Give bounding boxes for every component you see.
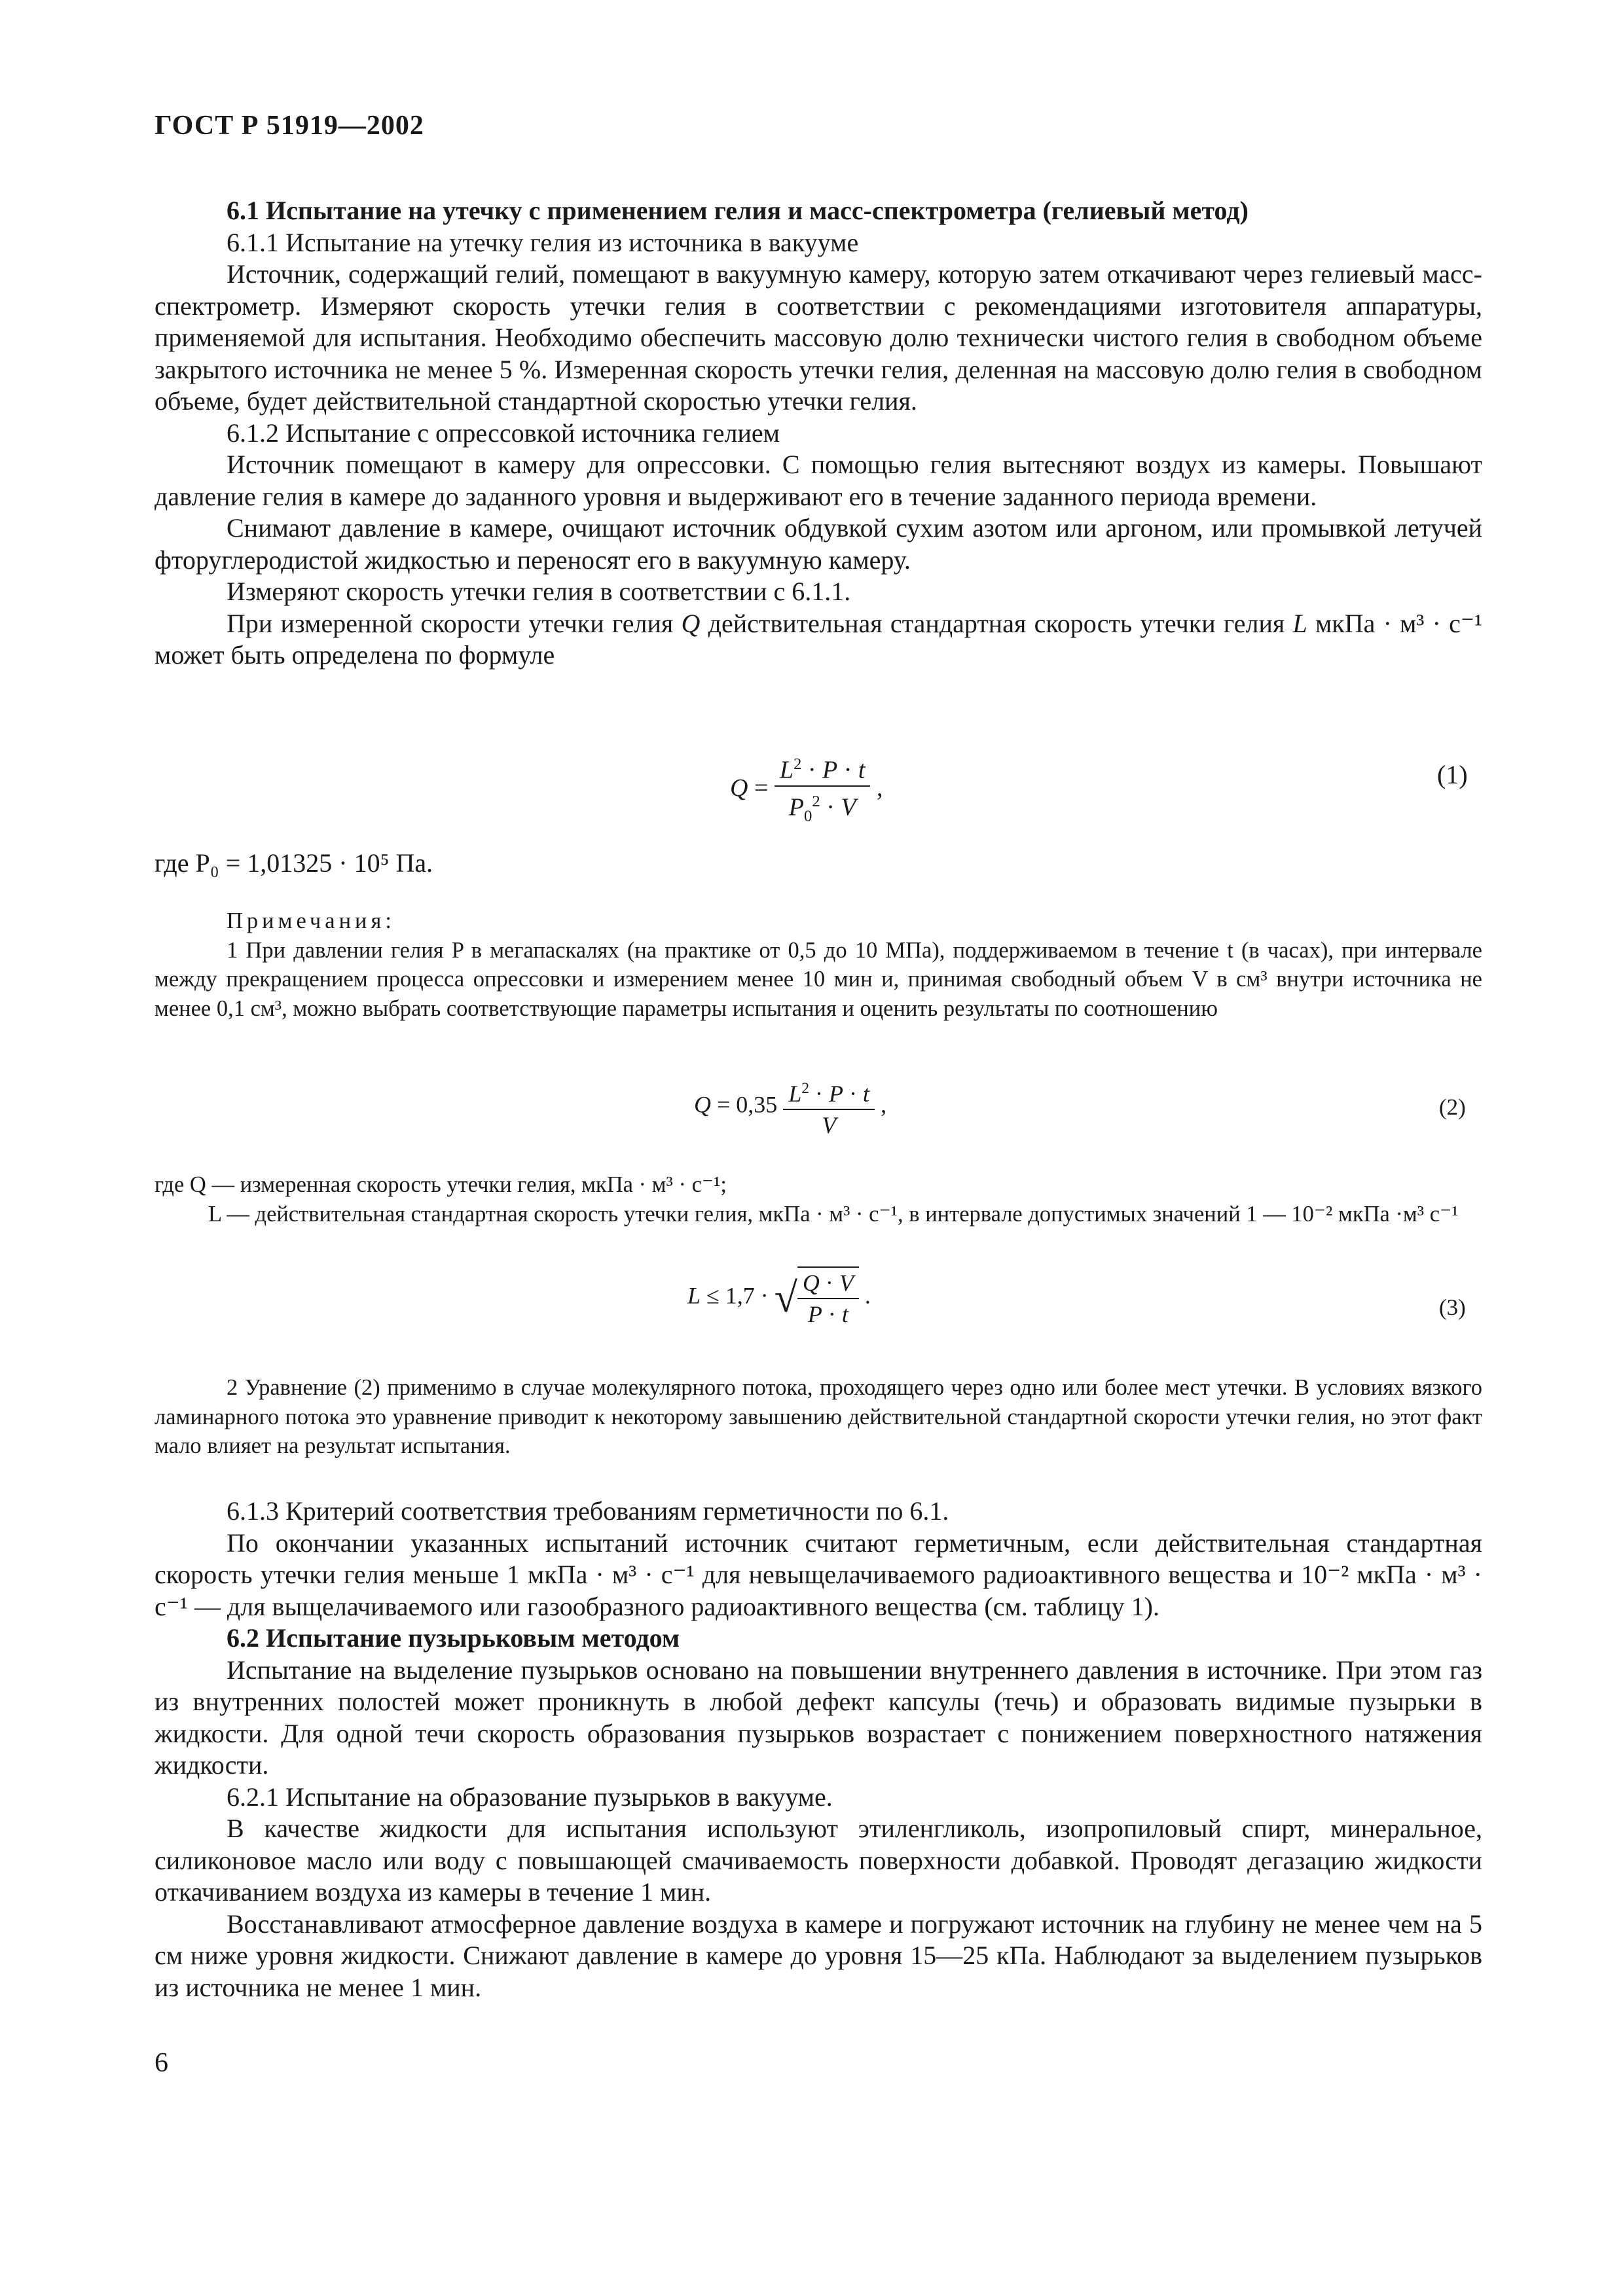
p4-part-a: При измеренной скорости утечки гелия (227, 608, 674, 638)
note-2: 2 Уравнение (2) применимо в случае молекулярного потока, проходящего через одно или более мест утечки. В условиях вязкого ламинарного потока это уравнение приводит к некоторому завышению действительной стандартной скорости утечки гелия, но этот факт мало влияет на результат испытания. (155, 1375, 1482, 1458)
section-6-1 (155, 195, 1482, 672)
equation-1-number: (1) (1437, 760, 1468, 789)
notes-block (155, 906, 1482, 1023)
where-block (155, 1170, 1482, 1229)
equation-3: L ≤ 1,7 · √ $\frac{Q \cdot V}{P \cdot t}$ . (687, 1266, 871, 1329)
section-6-1-2-p4: При измеренной скорости утечки гелия Q действительная стандартная скорость утечки гелия L мкПа · м³ · с⁻¹ может быть определена по формуле (155, 608, 1483, 670)
section-6-1-2-p2: Снимают давление в камере, очищают источник обдувкой сухим азотом или аргоном, или промывкой летучей фторуглеродистой жидкостью и переносят его в вакуумную камеру. (155, 513, 1482, 575)
section-6-2-1-title: 6.2.1 Испытание на образование пузырьков в вакууме. (227, 1782, 833, 1812)
where-l: L — действительная стандартная скорость утечки гелия, мкПа · м³ · с⁻¹, в интервале допустимых значений 1 — 10⁻² мкПа ·м³ с⁻¹ (208, 1201, 1459, 1227)
where-p0: где P₀ = 1,01325 · 10⁵ Па. (155, 848, 433, 878)
section-6-1-2-p1: Источник помещают в камеру для опрессовки. С помощью гелия вытесняют воздух из камеры. Повышают давление гелия в камере до заданного уровня и выдерживают его в течение заданного периода времени. (155, 450, 1482, 511)
equation-2-number: (2) (1439, 1094, 1466, 1120)
document-header: ГОСТ Р 51919—2002 (155, 111, 424, 141)
p4-part-b: действительная стандартная скорость утечки гелия (708, 608, 1285, 638)
p4-part-c: мкПа · м³ · с⁻¹ может быть определена по формуле (155, 608, 1483, 670)
notes-heading: Примечания: (227, 908, 395, 933)
where-q: где Q — измеренная скорость утечки гелия, мкПа · м³ · с⁻¹; (155, 1172, 727, 1197)
section-6-1-1-title: 6.1.1 Испытание на утечку гелия из источника в вакууме (227, 227, 859, 257)
section-6-1-1-text: Источник, содержащий гелий, помещают в вакуумную камеру, которую затем откачивают через гелиевый масс-спектрометр. Измеряют скорость утечки гелия в соответствии с рекомендациями изготовителя аппаратуры, применяемой для испытания. Необходимо обеспечить массовую долю технически чистого гелия в свободном объеме закрытого источника не менее 5 %. Измеренная скорость утечки гелия, деленная на массовую долю гелия в свободном объеме, будет действительной стандартной скоростью утечки гелия. (155, 259, 1482, 416)
section-6-1-3-and-6-2 (155, 1496, 1482, 2003)
section-6-1-3-title: 6.1.3 Критерий соответствия требованиям герметичности по 6.1. (227, 1496, 949, 1526)
section-6-1-3-text: По окончании указанных испытаний источник считают герметичным, если действительная стандартная скорость утечки гелия меньше 1 мкПа · м³ · с⁻¹ для невыщелачиваемого радиоактивного вещества и 10⁻² мкПа · м³ · с⁻¹ — для выщелачиваемого или газообразного радиоактивного вещества (см. таблицу 1). (155, 1528, 1482, 1621)
equation-1: Q = $\frac{L^2 \cdot P \cdot t}{P_0^2 \cdot V}$ , (730, 749, 883, 831)
section-6-2-1-p1: В качестве жидкости для испытания используют этиленгликоль, изопропиловый спирт, минеральное, силиконовое масло или воду с повышающей смачиваемость поверхности добавкой. Проводят дегазацию жидкости откачиванием воздуха из камеры в течение 1 мин. (155, 1814, 1482, 1907)
section-6-2-1-p2: Восстанавливают атмосферное давление воздуха в камере и погружают источник на глубину не менее чем на 5 см ниже уровня жидкости. Снижают давление в камере до уровня 15—25 кПа. Наблюдают за выделением пузырьков из источника не менее 1 мин. (155, 1909, 1482, 2002)
equation-2: Q = 0,35 $\frac{L^2 \cdot P \cdot t}{V}$ , (694, 1073, 886, 1140)
section-6-1-2-title: 6.1.2 Испытание с опрессовкой источника гелием (227, 418, 780, 448)
equation-3-number: (3) (1439, 1295, 1466, 1320)
page-number: 6 (155, 2048, 168, 2078)
section-6-2-title: 6.2 Испытание пузырьковым методом (227, 1623, 680, 1653)
section-6-1-2-p3: Измеряют скорость утечки гелия в соответствии с 6.1.1. (227, 577, 851, 606)
section-6-1-title: 6.1 Испытание на утечку с применением гелия и масс-спектрометра (гелиевый метод) (227, 196, 1249, 225)
section-6-2-p1: Испытание на выделение пузырьков основано на повышении внутреннего давления в источнике. При этом газ из внутренних полостей может проникнуть в любой дефект капсулы (течь) и образовать видимые пузырьки в жидкости. Для одной течи скорость образования пузырьков возрастает с понижением поверхностного натяжения жидкости. (155, 1655, 1482, 1780)
note-2-block (155, 1373, 1482, 1461)
note-1: 1 При давлении гелия P в мегапаскалях (на практике от 0,5 до 10 МПа), поддерживаемом в течение t (в часах), при интервале между прекращением процесса опрессовки и измерением менее 10 мин и, принимая свободный объем V в см³ внутри источника не менее 0,1 см³, можно выбрать соответствующие параметры испытания и оценить результаты по соотношению (155, 937, 1482, 1021)
